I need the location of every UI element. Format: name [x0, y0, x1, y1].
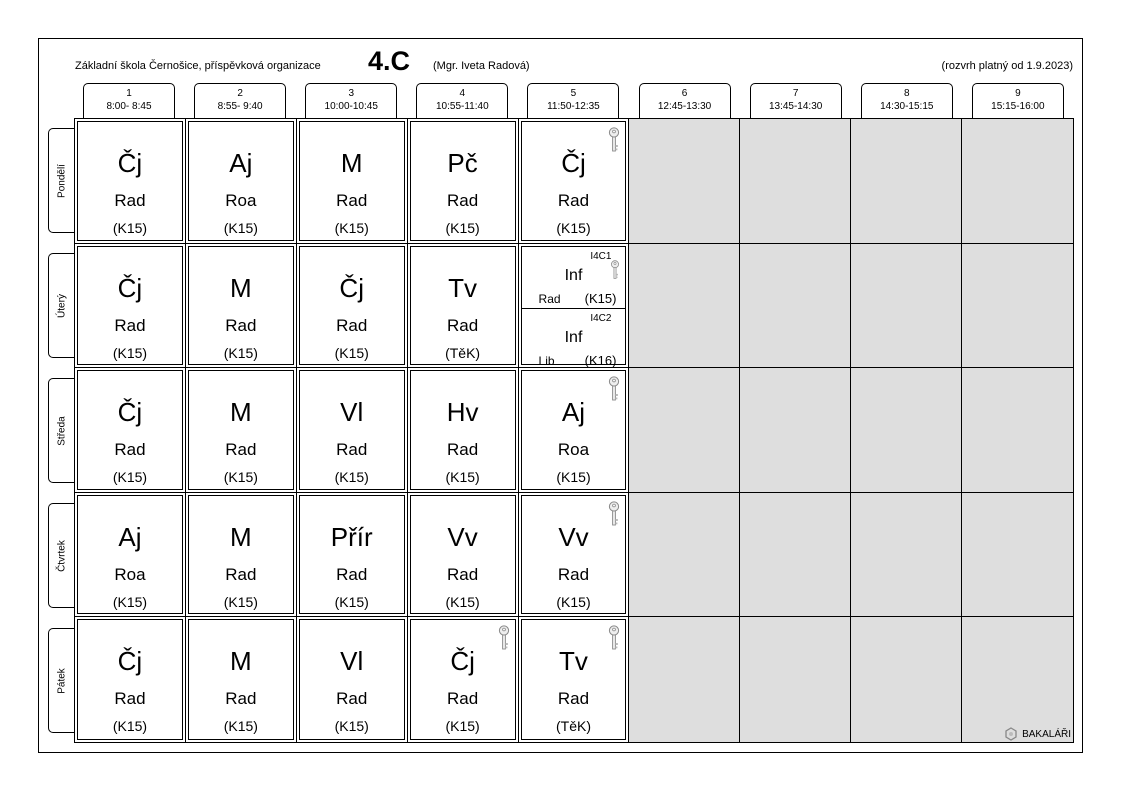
- lesson-teacher: Rad: [225, 689, 257, 709]
- timetable-cell: [629, 493, 740, 618]
- timetable-cell: [186, 119, 297, 244]
- lesson-subject: Pč: [447, 148, 478, 178]
- lesson-room: (K15): [556, 469, 591, 486]
- key-icon: [498, 625, 510, 651]
- lesson-room: (K15): [334, 344, 369, 361]
- lesson-room: (K15): [445, 593, 480, 610]
- timetable-cell: [740, 244, 851, 369]
- lesson-room: (K15): [223, 344, 258, 361]
- period-number: 3: [348, 88, 354, 99]
- lesson-teacher: Rad: [336, 191, 368, 210]
- day-label: Úterý: [56, 293, 67, 318]
- period-time: 10:00-10:45: [324, 101, 378, 112]
- lesson-subject: Přír: [330, 521, 373, 552]
- lesson-room: (K15): [112, 469, 148, 486]
- timetable-cell: [75, 617, 186, 742]
- timetable-cell: [75, 368, 186, 493]
- period-tab-2: [194, 83, 286, 118]
- timetable-cell: [297, 617, 408, 742]
- lesson-teacher: Rad: [447, 564, 479, 584]
- lesson-subject: M: [229, 272, 252, 303]
- lesson-teacher: Rad: [557, 564, 590, 584]
- lesson-group-code: I4C1: [590, 250, 612, 262]
- bakalari-logo: [1004, 727, 1071, 741]
- lesson-card[interactable]: [188, 619, 294, 740]
- timetable-cell: [186, 368, 297, 493]
- period-number: 2: [237, 88, 243, 99]
- lesson-card[interactable]: [410, 121, 516, 241]
- lesson-room: (K15): [223, 593, 258, 610]
- lesson-teacher: Rad: [557, 689, 590, 709]
- period-number: 1: [126, 88, 132, 99]
- period-time: 8:55- 9:40: [217, 101, 263, 112]
- lesson-teacher: Rad: [447, 689, 479, 709]
- period-time: 10:55-11:40: [436, 101, 489, 112]
- lesson-subject: Čj: [117, 148, 143, 178]
- timetable-cell: [629, 617, 740, 742]
- timetable-cell: [408, 368, 519, 493]
- timetable-cell: [186, 244, 297, 369]
- timetable-cell: [629, 119, 740, 244]
- key-icon: [610, 260, 620, 280]
- day-tab-5: [48, 628, 74, 733]
- lesson-subject: Čj: [117, 397, 143, 428]
- timetable-cell: [297, 368, 408, 493]
- period-number: 4: [459, 88, 466, 99]
- lesson-subject: Vl: [340, 397, 364, 428]
- lesson-subject: M: [229, 397, 252, 428]
- lesson-subject: Aj: [118, 521, 142, 552]
- lesson-card[interactable]: [77, 370, 183, 490]
- lesson-subject: Tv: [448, 272, 478, 303]
- class-title: 4.C: [368, 46, 411, 76]
- period-tab-5: [527, 83, 619, 118]
- timetable-cell: [75, 493, 186, 618]
- lesson-room: (K15): [334, 718, 369, 735]
- lesson-subject: Vl: [340, 646, 364, 677]
- lesson-subject: M: [229, 646, 252, 677]
- lesson-room: (K15): [223, 718, 258, 735]
- timetable-cell: [851, 119, 962, 244]
- timetable-cell: [408, 617, 519, 742]
- lesson-card[interactable]: [521, 495, 627, 615]
- lesson-teacher: Lib: [538, 353, 555, 368]
- day-tab-1: [48, 128, 74, 233]
- key-icon: [608, 501, 620, 527]
- lesson-subject: Inf: [564, 266, 583, 284]
- timetable-cell: [962, 617, 1073, 742]
- timetable-cell: [75, 244, 186, 369]
- lesson-teacher: Rad: [336, 440, 368, 460]
- lesson-card[interactable]: [299, 370, 405, 490]
- timetable-cell: [75, 119, 186, 244]
- lesson-room: (K15): [445, 220, 480, 236]
- lesson-subject: Inf: [564, 328, 583, 346]
- lesson-card[interactable]: [410, 246, 516, 366]
- day-label: Pátek: [56, 667, 67, 694]
- lesson-teacher: Rad: [557, 191, 590, 210]
- timetable-cell: [186, 617, 297, 742]
- timetable-cell: [851, 244, 962, 369]
- timetable-cell: [629, 368, 740, 493]
- period-time: 12:45-13:30: [657, 101, 712, 112]
- lesson-subject: M: [229, 521, 252, 552]
- period-time: 11:50-12:35: [547, 101, 600, 112]
- lesson-group[interactable]: [522, 309, 626, 370]
- lesson-subject: Čj: [117, 646, 143, 677]
- lesson-card[interactable]: [77, 495, 183, 615]
- period-tab-7: [750, 83, 842, 118]
- lesson-room: (K16): [584, 352, 617, 368]
- timetable-cell: [851, 617, 962, 742]
- timetable-cell: [962, 119, 1073, 244]
- timetable-cell: [186, 493, 297, 618]
- timetable-cell: [519, 119, 630, 244]
- lesson-teacher: Rad: [336, 689, 368, 709]
- lesson-card[interactable]: [521, 121, 627, 241]
- lesson-card[interactable]: [299, 495, 405, 615]
- lesson-card[interactable]: [410, 619, 516, 740]
- lesson-card[interactable]: [188, 246, 294, 366]
- school-name: Základní škola Černošice, příspěvková organizace: [75, 60, 321, 72]
- bakalari-logo-icon: [1004, 727, 1018, 741]
- lesson-card[interactable]: [188, 121, 294, 241]
- lesson-card[interactable]: [77, 246, 183, 366]
- lesson-group-code: I4C2: [590, 312, 612, 324]
- lesson-room: (TěK): [445, 344, 481, 361]
- lesson-subject: Aj: [561, 397, 586, 428]
- timetable-cell: [408, 493, 519, 618]
- period-time: 14:30-15:15: [880, 101, 934, 112]
- lesson-card[interactable]: [521, 370, 627, 490]
- lesson-room: (K15): [584, 290, 617, 306]
- lesson-teacher: Rad: [114, 689, 146, 709]
- lesson-teacher: Rad: [225, 564, 257, 584]
- lesson-room: (K15): [112, 718, 148, 735]
- timetable-cell: [519, 493, 630, 618]
- timetable-cell: [519, 617, 630, 742]
- lesson-subject: Aj: [229, 148, 253, 178]
- lesson-card[interactable]: [188, 370, 294, 490]
- lesson-room: (K15): [112, 344, 148, 361]
- day-label: Středa: [56, 415, 67, 446]
- period-number: 7: [792, 88, 799, 99]
- timetable-cell: [962, 244, 1073, 369]
- key-icon: [608, 625, 620, 651]
- lesson-subject: Čj: [450, 646, 475, 677]
- lesson-room: (K15): [334, 593, 369, 610]
- lesson-subject: Vv: [447, 521, 478, 552]
- period-tab-3: [305, 83, 397, 118]
- lesson-teacher: Rad: [114, 315, 146, 335]
- timetable-cell: [740, 493, 851, 618]
- period-tab-4: [416, 83, 508, 118]
- lesson-subject: M: [340, 148, 363, 178]
- lesson-room: (K15): [445, 469, 480, 486]
- timetable-cell: [297, 244, 408, 369]
- lesson-room: (K15): [112, 220, 148, 236]
- lesson-card[interactable]: [299, 619, 405, 740]
- lesson-subject: Čj: [117, 272, 143, 303]
- class-teacher: (Mgr. Iveta Radová): [433, 60, 530, 72]
- day-tab-2: [48, 253, 74, 358]
- lesson-card[interactable]: [188, 495, 294, 615]
- lesson-teacher: Rad: [225, 440, 257, 460]
- lesson-subject: Tv: [559, 646, 588, 677]
- period-time: 15:15-16:00: [991, 101, 1045, 112]
- period-time: 13:45-14:30: [768, 101, 823, 112]
- lesson-room: (K15): [223, 220, 258, 236]
- day-tab-3: [48, 378, 74, 483]
- lesson-card[interactable]: [521, 619, 627, 740]
- validity-note: (rozvrh platný od 1.9.2023): [941, 60, 1073, 72]
- period-tab-1: [83, 83, 175, 118]
- timetable-cell: [740, 617, 851, 742]
- lesson-card[interactable]: [410, 370, 516, 490]
- period-tab-8: [861, 83, 953, 118]
- lesson-room: (K15): [334, 220, 369, 236]
- lesson-teacher: Rad: [538, 291, 561, 306]
- lesson-teacher: Rad: [447, 315, 479, 335]
- lesson-room: (K15): [445, 718, 480, 735]
- lesson-card[interactable]: [410, 495, 516, 615]
- timetable-cell: [740, 119, 851, 244]
- timetable-cell: [519, 368, 630, 493]
- lesson-subject: Hv: [446, 397, 479, 428]
- bakalari-logo-text: BAKALÁŘI: [1022, 728, 1071, 740]
- lesson-card[interactable]: [77, 121, 183, 241]
- lesson-card[interactable]: [299, 246, 405, 366]
- lesson-teacher: Rad: [114, 440, 146, 460]
- lesson-room: (TěK): [555, 718, 591, 735]
- lesson-subject: Vv: [558, 521, 589, 552]
- period-number: 9: [1015, 88, 1021, 99]
- timetable-grid: [74, 118, 1074, 743]
- timetable-cell: [297, 493, 408, 618]
- period-tab-6: [639, 83, 731, 118]
- period-tab-9: [972, 83, 1064, 118]
- timetable-cell: [519, 244, 630, 369]
- lesson-teacher: Rad: [447, 191, 479, 210]
- lesson-teacher: Rad: [336, 564, 368, 584]
- day-label: Pondělí: [56, 163, 67, 198]
- lesson-teacher: Roa: [225, 191, 257, 210]
- lesson-teacher: Rad: [336, 315, 368, 335]
- period-number: 6: [681, 88, 688, 99]
- timetable-cell: [408, 119, 519, 244]
- lesson-group[interactable]: [522, 247, 626, 309]
- period-time: 8:00- 8:45: [106, 101, 152, 112]
- timetable-cell: [962, 368, 1073, 493]
- period-number: 8: [903, 88, 910, 99]
- lesson-teacher: Rad: [447, 440, 479, 460]
- lesson-subject: Čj: [339, 272, 364, 303]
- lesson-card[interactable]: [77, 619, 183, 740]
- timetable-cell: [297, 119, 408, 244]
- lesson-teacher: Roa: [114, 564, 146, 584]
- lesson-teacher: Rad: [114, 191, 146, 210]
- lesson-room: (K15): [334, 469, 369, 486]
- timetable-cell: [408, 244, 519, 369]
- lesson-card[interactable]: [299, 121, 405, 241]
- lesson-teacher: Rad: [225, 315, 257, 335]
- timetable-cell: [629, 244, 740, 369]
- lesson-room: (K15): [556, 593, 591, 610]
- timetable-cell: [740, 368, 851, 493]
- lesson-teacher: Roa: [557, 440, 590, 460]
- key-icon: [608, 376, 620, 402]
- day-label: Čtvrtek: [56, 539, 67, 572]
- timetable-cell: [851, 368, 962, 493]
- lesson-subject: Čj: [561, 148, 586, 178]
- timetable-cell: [851, 493, 962, 618]
- period-number: 5: [570, 88, 577, 99]
- lesson-room: (K15): [112, 593, 148, 610]
- timetable-cell: [962, 493, 1073, 618]
- key-icon: [608, 127, 620, 153]
- day-tab-4: [48, 503, 74, 608]
- lesson-room: (K15): [223, 469, 258, 486]
- lesson-room: (K15): [556, 220, 591, 236]
- lesson-card[interactable]: [521, 246, 627, 366]
